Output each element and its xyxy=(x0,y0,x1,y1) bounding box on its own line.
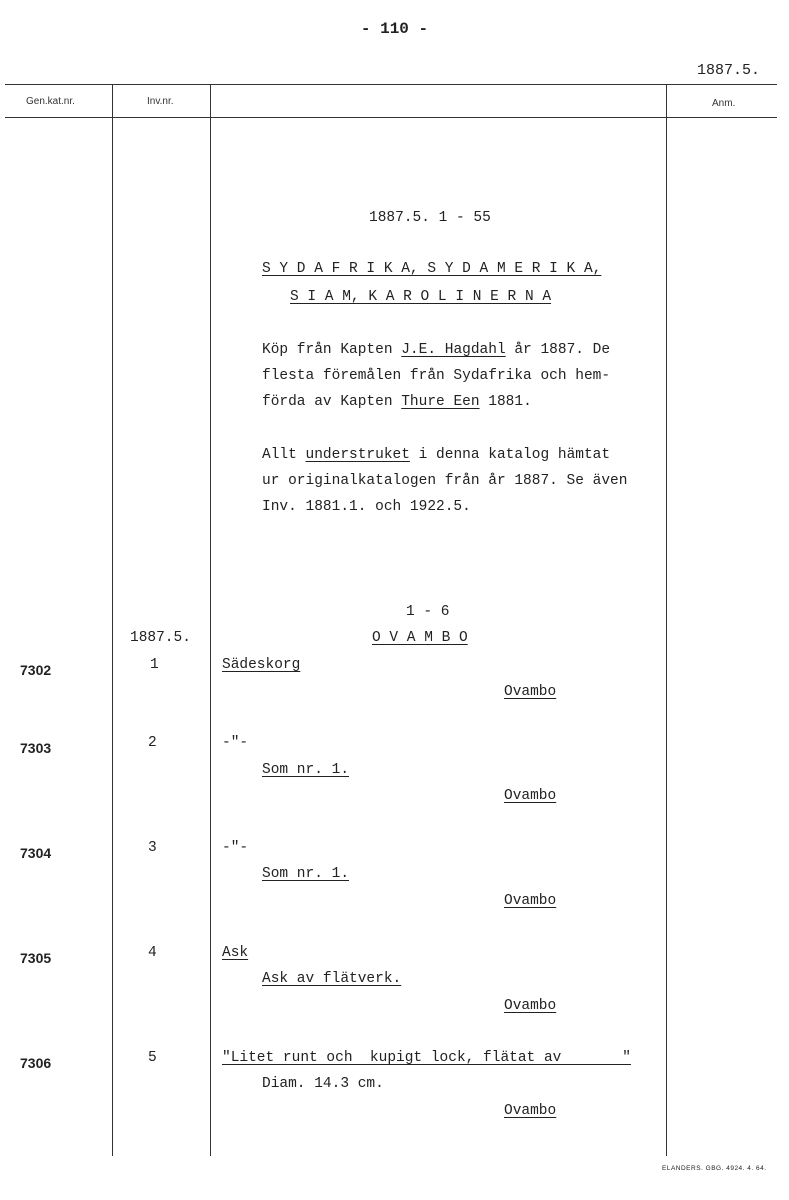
entry-origin: Ovambo xyxy=(504,788,557,804)
donor-name: J.E. Hagdahl xyxy=(401,342,506,358)
entry-origin: Ovambo xyxy=(504,998,557,1014)
entry-description: Som nr. 1. xyxy=(262,866,350,882)
entry-gen-number: 7304 xyxy=(20,845,52,861)
column-header-inv: Inv.nr. xyxy=(147,96,174,107)
entry-inv-number: 1 xyxy=(150,657,159,673)
entry-inv-number: 3 xyxy=(148,840,157,856)
page-number: - 110 - xyxy=(360,20,429,38)
entry-title: "Litet runt och kupigt lock, flätat av " xyxy=(222,1050,631,1066)
header-top-rule xyxy=(5,84,777,85)
column-header-anm: Anm. xyxy=(712,98,736,109)
entry-title: -"- xyxy=(222,840,249,856)
entry-inv-number: 4 xyxy=(148,945,157,961)
section-range: 1887.5. 1 - 55 xyxy=(369,210,491,226)
entry-title: -"- xyxy=(222,735,249,751)
group-range: 1 - 6 xyxy=(406,604,450,620)
note-line-2: ur originalkatalogen från år 1887. Se även xyxy=(262,473,628,489)
section-title-line1: S Y D A F R I K A, S Y D A M E R I K A, xyxy=(262,261,602,277)
collector-name: Thure Een xyxy=(401,394,480,410)
note-line-3: Inv. 1881.1. och 1922.5. xyxy=(262,499,471,515)
header-bottom-rule xyxy=(5,117,777,118)
catalog-reference: 1887.5. xyxy=(697,62,761,79)
note-line-1: Allt understruket i denna katalog hämtat xyxy=(262,447,611,463)
section-title-line2: S I A M, K A R O L I N E R N A xyxy=(290,289,552,305)
entry-title: Sädeskorg xyxy=(222,657,301,673)
entry-title: Ask xyxy=(222,945,249,961)
column-divider-main-anm xyxy=(666,84,667,1156)
entry-gen-number: 7302 xyxy=(20,662,52,678)
acquisition-line-1: Köp från Kapten J.E. Hagdahl år 1887. De xyxy=(262,342,611,358)
column-divider-inv-main xyxy=(210,84,211,1156)
entry-origin: Ovambo xyxy=(504,1103,557,1119)
acquisition-line-3: förda av Kapten Thure Een 1881. xyxy=(262,394,532,410)
entry-description: Ask av flätverk. xyxy=(262,971,402,987)
printer-imprint: ELANDERS. GBG. 4924. 4. 64. xyxy=(662,1165,767,1172)
column-divider-gen-inv xyxy=(112,84,113,1156)
entry-inv-number: 2 xyxy=(148,735,157,751)
column-header-gen: Gen.kat.nr. xyxy=(26,96,75,107)
entry-description: Diam. 14.3 cm. xyxy=(262,1076,384,1092)
entry-origin: Ovambo xyxy=(504,893,557,909)
inv-prefix: 1887.5. xyxy=(130,630,191,646)
entry-description: Som nr. 1. xyxy=(262,762,350,778)
entry-gen-number: 7306 xyxy=(20,1055,52,1071)
group-title: O V A M B O xyxy=(372,630,468,646)
acquisition-line-2: flesta föremålen från Sydafrika och hem- xyxy=(262,368,611,384)
entry-inv-number: 5 xyxy=(148,1050,157,1066)
entry-origin: Ovambo xyxy=(504,684,557,700)
entry-gen-number: 7303 xyxy=(20,740,52,756)
entry-gen-number: 7305 xyxy=(20,950,52,966)
